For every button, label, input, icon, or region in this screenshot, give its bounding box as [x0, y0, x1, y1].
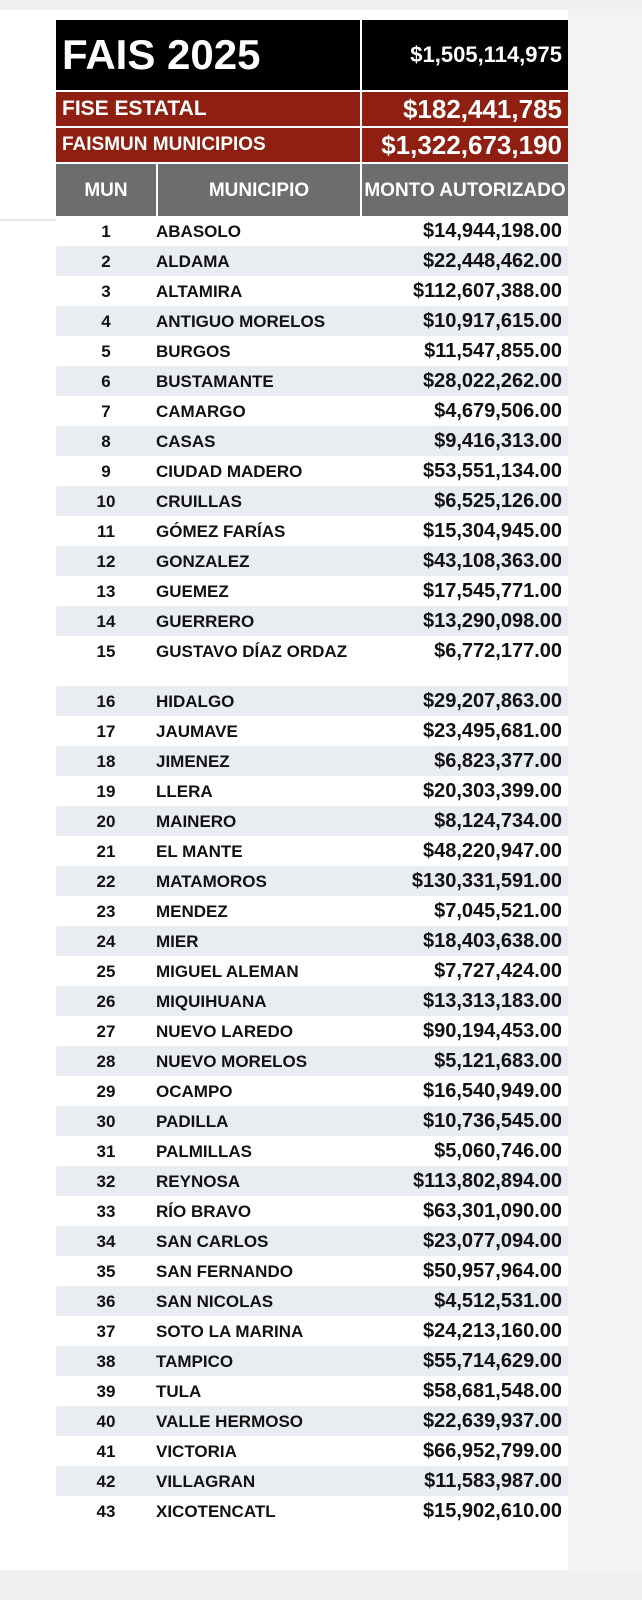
column-header-row — [56, 162, 568, 216]
row-municipio: JIMENEZ — [156, 752, 230, 771]
row-mun: 43 — [96, 1502, 116, 1521]
row-mun: 6 — [101, 372, 111, 391]
table-row — [56, 1076, 568, 1106]
row-mun: 8 — [101, 432, 111, 451]
row-mun: 26 — [96, 992, 116, 1011]
fais-table — [56, 20, 568, 1526]
bottom-band — [0, 1570, 642, 1600]
table-row — [56, 1286, 568, 1316]
row-mun: 12 — [96, 552, 116, 571]
table-row — [56, 896, 568, 926]
fise-amount: $182,441,785 — [360, 92, 568, 126]
table-row — [56, 456, 568, 486]
row-amount: $23,495,681.00 — [422, 720, 562, 742]
row-municipio: BURGOS — [156, 342, 231, 361]
row-mun: 27 — [96, 1022, 116, 1041]
row-municipio: GUERRERO — [156, 612, 255, 631]
table-row — [56, 716, 568, 746]
row-mun: 7 — [101, 402, 111, 421]
table-row — [56, 1136, 568, 1166]
table-row — [56, 396, 568, 426]
row-municipio: HIDALGO — [156, 692, 235, 711]
row-amount: $10,736,545.00 — [422, 1110, 562, 1132]
row-mun: 31 — [96, 1142, 116, 1161]
row-amount: $22,448,462.00 — [422, 250, 562, 272]
row-municipio: PADILLA — [156, 1112, 229, 1131]
row-mun: 9 — [101, 462, 111, 481]
row-mun: 11 — [97, 522, 115, 541]
row-municipio: SOTO LA MARINA — [156, 1322, 304, 1341]
table-row — [56, 246, 568, 276]
table-row — [56, 1256, 568, 1286]
row-amount: $4,512,531.00 — [434, 1290, 562, 1312]
row-municipio: MAINERO — [156, 812, 237, 831]
row-amount: $29,207,863.00 — [422, 690, 562, 712]
table-row — [56, 1196, 568, 1226]
row-municipio: MENDEZ — [156, 902, 228, 921]
row-municipio: CRUILLAS — [156, 492, 242, 511]
row-municipio: TAMPICO — [156, 1352, 234, 1371]
row-amount: $58,681,548.00 — [422, 1380, 562, 1402]
row-amount: $17,545,771.00 — [422, 580, 562, 602]
table-row — [56, 576, 568, 606]
row-municipio: SAN NICOLAS — [156, 1292, 274, 1311]
row-amount: $4,679,506.00 — [434, 400, 562, 422]
row-municipio: GONZALEZ — [156, 552, 250, 571]
faismun-label: FAISMUN MUNICIPIOS — [62, 134, 266, 155]
row-mun: 41 — [96, 1442, 116, 1461]
top-band — [0, 0, 642, 10]
page-title: FAIS 2025 — [62, 31, 261, 78]
row-municipio: GUSTAVO DÍAZ ORDAZ — [156, 642, 348, 661]
row-municipio: VALLE HERMOSO — [156, 1412, 304, 1431]
row-municipio: MIQUIHUANA — [156, 992, 267, 1011]
row-mun: 1 — [101, 222, 111, 241]
row-amount: $16,540,949.00 — [422, 1080, 562, 1102]
table-row — [56, 336, 568, 366]
row-amount: $6,823,377.00 — [434, 750, 562, 772]
row-municipio: ALTAMIRA — [156, 282, 243, 301]
table-row — [56, 1106, 568, 1136]
table-row — [56, 1436, 568, 1466]
row-mun: 15 — [96, 642, 116, 661]
table-row — [56, 1406, 568, 1436]
table-row — [56, 836, 568, 866]
table-row — [56, 1226, 568, 1256]
row-amount: $14,944,198.00 — [422, 220, 562, 242]
row-municipio: ABASOLO — [156, 222, 241, 241]
table-row — [56, 1166, 568, 1196]
header-monto: MONTO AUTORIZADO — [360, 164, 568, 216]
table-row — [56, 606, 568, 636]
table-row — [56, 486, 568, 516]
table-row — [56, 1016, 568, 1046]
header-municipio: MUNICIPIO — [156, 164, 360, 216]
row-mun: 3 — [101, 282, 111, 301]
row-amount: $90,194,453.00 — [422, 1020, 562, 1042]
row-municipio: LLERA — [156, 782, 213, 801]
table-row — [56, 1496, 568, 1526]
row-amount: $22,639,937.00 — [422, 1410, 562, 1432]
table-row — [56, 216, 568, 246]
row-municipio: ANTIGUO MORELOS — [156, 312, 326, 331]
table-row — [56, 306, 568, 336]
table-row — [56, 686, 568, 716]
row-municipio: MIER — [156, 932, 199, 951]
header-mun: MUN — [84, 179, 128, 201]
row-municipio: VILLAGRAN — [156, 1472, 256, 1491]
row-amount: $15,304,945.00 — [422, 520, 562, 542]
row-amount: $5,121,683.00 — [434, 1050, 562, 1072]
row-amount: $6,772,177.00 — [434, 640, 562, 662]
row-mun: 40 — [96, 1412, 116, 1431]
row-municipio: CAMARGO — [156, 402, 246, 421]
row-amount: $13,290,098.00 — [422, 610, 562, 632]
row-amount: $50,957,964.00 — [422, 1260, 562, 1282]
row-municipio: NUEVO MORELOS — [156, 1052, 308, 1071]
table-row — [56, 986, 568, 1016]
row-amount: $112,607,388.00 — [412, 280, 562, 302]
row-municipio: CIUDAD MADERO — [156, 462, 303, 481]
row-mun: 13 — [96, 582, 116, 601]
row-municipio: ALDAMA — [156, 252, 230, 271]
row-amount: $18,403,638.00 — [422, 930, 562, 952]
table-row — [56, 636, 568, 686]
row-mun: 34 — [96, 1232, 116, 1251]
title-row — [56, 20, 568, 90]
row-municipio: GÓMEZ FARÍAS — [156, 522, 286, 541]
row-amount: $53,551,134.00 — [422, 460, 562, 482]
row-mun: 10 — [96, 492, 116, 511]
row-municipio: MATAMOROS — [156, 872, 267, 891]
row-amount: $20,303,399.00 — [422, 780, 562, 802]
fise-row — [56, 90, 568, 126]
table-row — [56, 866, 568, 896]
row-mun: 28 — [96, 1052, 116, 1071]
row-mun: 25 — [96, 962, 116, 981]
total-amount: $1,505,114,975 — [360, 20, 568, 90]
table-row — [56, 926, 568, 956]
row-municipio: PALMILLAS — [156, 1142, 253, 1161]
row-municipio: REYNOSA — [156, 1172, 241, 1191]
divider — [0, 219, 56, 221]
faismun-amount: $1,322,673,190 — [360, 128, 568, 162]
table-row — [56, 546, 568, 576]
row-mun: 14 — [96, 612, 116, 631]
row-amount: $9,416,313.00 — [434, 430, 562, 452]
row-amount: $24,213,160.00 — [422, 1320, 562, 1342]
row-municipio: EL MANTE — [156, 842, 243, 861]
row-amount: $10,917,615.00 — [422, 310, 562, 332]
table-row — [56, 426, 568, 456]
table-row — [56, 1316, 568, 1346]
faismun-row — [56, 126, 568, 162]
row-amount: $15,902,610.00 — [422, 1500, 562, 1522]
row-mun: 16 — [96, 692, 116, 711]
row-mun: 20 — [96, 812, 116, 831]
table-row — [56, 516, 568, 546]
row-municipio: SAN CARLOS — [156, 1232, 269, 1251]
table-row — [56, 746, 568, 776]
table-row — [56, 806, 568, 836]
row-mun: 33 — [96, 1202, 116, 1221]
row-municipio: NUEVO LAREDO — [156, 1022, 293, 1041]
row-amount: $63,301,090.00 — [422, 1200, 562, 1222]
row-mun: 35 — [96, 1262, 116, 1281]
row-municipio: CASAS — [156, 432, 216, 451]
table-row — [56, 956, 568, 986]
table-body — [56, 216, 568, 1526]
row-municipio: OCAMPO — [156, 1082, 233, 1101]
table-row — [56, 1376, 568, 1406]
row-mun: 2 — [101, 252, 111, 271]
row-mun: 18 — [96, 752, 116, 771]
row-mun: 4 — [101, 312, 111, 331]
row-mun: 5 — [101, 342, 111, 361]
table-row — [56, 1046, 568, 1076]
row-municipio: GUEMEZ — [156, 582, 229, 601]
row-amount: $23,077,094.00 — [422, 1230, 562, 1252]
row-mun: 30 — [96, 1112, 116, 1131]
row-mun: 21 — [96, 842, 116, 861]
row-amount: $8,124,734.00 — [434, 810, 562, 832]
row-mun: 29 — [96, 1082, 116, 1101]
row-mun: 37 — [96, 1322, 116, 1341]
row-mun: 39 — [96, 1382, 116, 1401]
row-amount: $48,220,947.00 — [422, 840, 562, 862]
row-amount: $13,313,183.00 — [422, 990, 562, 1012]
row-mun: 42 — [96, 1472, 116, 1491]
table-row — [56, 366, 568, 396]
row-amount: $28,022,262.00 — [422, 370, 562, 392]
row-mun: 24 — [96, 932, 116, 951]
row-municipio: JAUMAVE — [156, 722, 238, 741]
row-mun: 19 — [96, 782, 116, 801]
right-margin — [568, 10, 642, 1570]
row-mun: 36 — [96, 1292, 116, 1311]
table-row — [56, 1346, 568, 1376]
row-municipio: RÍO BRAVO — [156, 1202, 252, 1221]
row-mun: 23 — [96, 902, 116, 921]
fise-label: FISE ESTATAL — [62, 97, 207, 120]
row-amount: $55,714,629.00 — [422, 1350, 562, 1372]
row-amount: $11,547,855.00 — [424, 340, 562, 362]
row-amount: $66,952,799.00 — [422, 1440, 562, 1462]
row-mun: 22 — [96, 872, 116, 891]
row-municipio: MIGUEL ALEMAN — [156, 962, 299, 981]
row-mun: 32 — [96, 1172, 116, 1191]
row-municipio: SAN FERNANDO — [156, 1262, 293, 1281]
table-row — [56, 1466, 568, 1496]
row-municipio: BUSTAMANTE — [156, 372, 274, 391]
row-amount: $11,583,987.00 — [424, 1470, 562, 1492]
row-amount: $5,060,746.00 — [434, 1140, 562, 1162]
row-amount: $130,331,591.00 — [411, 870, 562, 892]
row-mun: 38 — [96, 1352, 116, 1371]
row-amount: $43,108,363.00 — [422, 550, 562, 572]
table-row — [56, 776, 568, 806]
row-municipio: VICTORIA — [156, 1442, 237, 1461]
row-amount: $113,802,894.00 — [412, 1170, 562, 1192]
row-municipio: XICOTENCATL — [156, 1502, 276, 1521]
table-row — [56, 276, 568, 306]
row-amount: $7,045,521.00 — [434, 900, 562, 922]
row-amount: $6,525,126.00 — [434, 490, 562, 512]
row-municipio: TULA — [156, 1382, 202, 1401]
row-mun: 17 — [96, 722, 116, 741]
row-amount: $7,727,424.00 — [434, 960, 562, 982]
